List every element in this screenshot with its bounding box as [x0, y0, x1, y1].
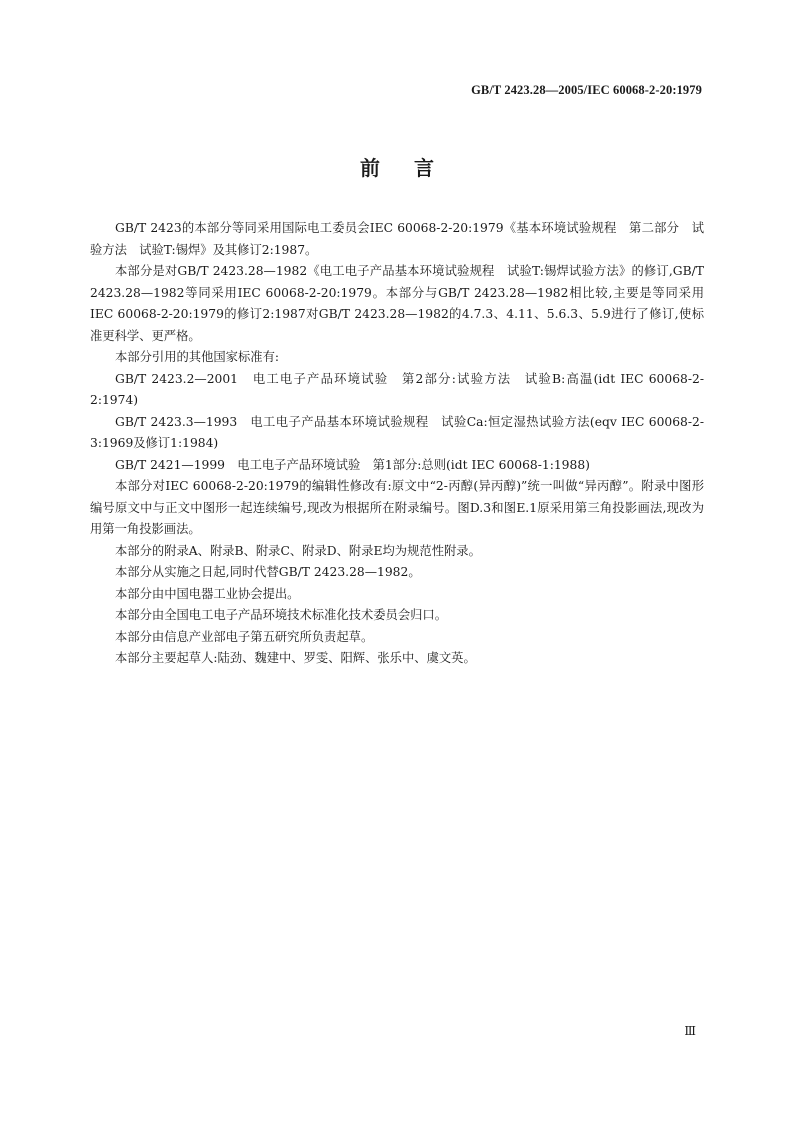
paragraph: 本部分由中国电器工业协会提出。 [115, 586, 300, 601]
paragraph: 本部分对IEC 60068-2-20:1979的编辑性修改有:原文中“2-丙醇(异丙醇)”统一叫做“异丙醇”。附录中图形编号原文中与正文中图形一起连续编号,现改为根据所在附录编号。图D.3和图E.1原采用第三角投影画法,现改为用第一角投影画法。 [90, 479, 704, 536]
paragraph: GB/T 2421—1999 电工电子产品环境试验 第1部分:总则(idt IEC 60068-1:1988) [115, 457, 590, 472]
paragraph: 本部分从实施之日起,同时代替GB/T 2423.28—1982。 [115, 565, 421, 579]
paragraph: GB/T 2423的本部分等同采用国际电工委员会IEC 60068-2-20:1979《基本环境试验规程 第二部分 试验方法 试验T:锡焊》及其修订2:1987。 [90, 221, 704, 257]
standard-code-header: GB/T 2423.28—2005/IEC 60068-2-20:1979 [471, 83, 702, 97]
page-number: Ⅲ [684, 1024, 696, 1038]
paragraph: 本部分由信息产业部电子第五研究所负责起草。 [115, 629, 374, 644]
paragraph: 本部分主要起草人:陆劲、魏建中、罗雯、阳辉、张乐中、虞文英。 [115, 651, 476, 665]
page-title: 前言 [360, 156, 468, 180]
paragraph: 本部分引用的其他国家标准有: [115, 350, 280, 364]
paragraph: GB/T 2423.3—1993 电工电子产品基本环境试验规程 试验Ca:恒定湿热试验方法(eqv IEC 60068-2-3:1969及修订1:1984) [90, 414, 704, 450]
paragraph: GB/T 2423.2—2001 电工电子产品环境试验 第2部分:试验方法 试验B:高温(idt IEC 60068-2-2:1974) [90, 371, 704, 407]
paragraph: 本部分的附录A、附录B、附录C、附录D、附录E均为规范性附录。 [115, 543, 481, 558]
foreword-body [90, 218, 704, 670]
paragraph: 本部分由全国电工电子产品环境技术标准化技术委员会归口。 [115, 608, 448, 622]
paragraph: 本部分是对GB/T 2423.28—1982《电工电子产品基本环境试验规程 试验T:锡焊试验方法》的修订,GB/T 2423.28—1982等同采用IEC 60068-2-20:1979。本部分与GB/T 2423.28—1982相比较,主要是等同采用IEC 60068-2-20:1979的修订2:1987对GB/T 2423.28—1982的4.7.3、4.11、5.6.3、5.9进行了修订,使标准更科学、更严格。 [90, 264, 704, 343]
